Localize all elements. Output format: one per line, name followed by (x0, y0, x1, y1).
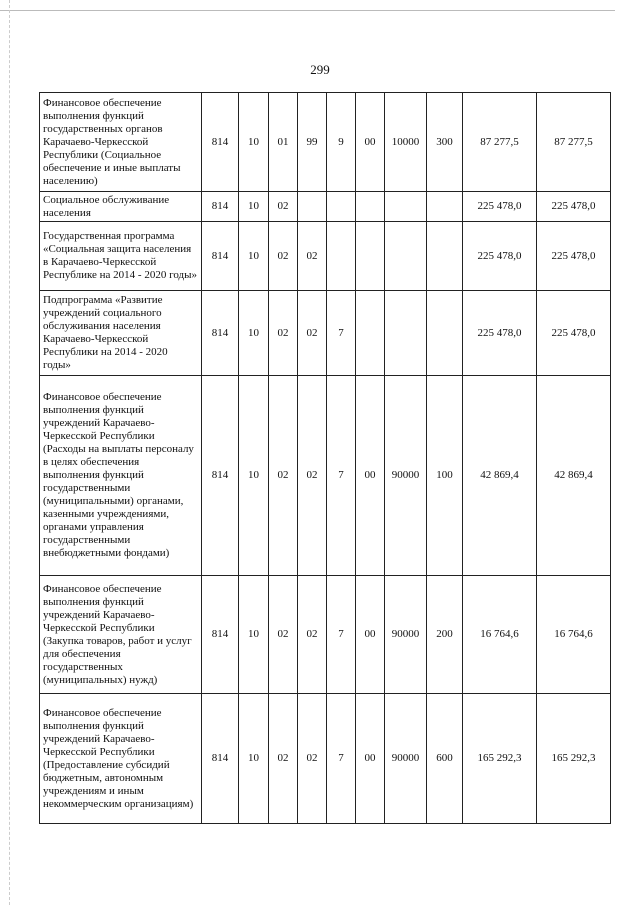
code-subsection: 02 (269, 376, 298, 576)
amount-1: 225 478,0 (463, 192, 537, 222)
code-subprogram (327, 222, 356, 291)
code-event: 00 (356, 93, 385, 192)
code-section: 10 (239, 376, 269, 576)
budget-table (39, 92, 611, 824)
table-row (40, 93, 611, 192)
amount-2: 165 292,3 (537, 694, 611, 824)
code-subsection: 01 (269, 93, 298, 192)
code-expense-type (427, 291, 463, 376)
row-name: Финансовое обеспечение выполнения функций государственных органов Карачаево-Черкесской Республики (Социальное обеспечение и иные выплаты населению) (40, 93, 202, 192)
code-direction (385, 222, 427, 291)
code-program: 02 (298, 376, 327, 576)
amount-1: 16 764,6 (463, 576, 537, 694)
code-subsection: 02 (269, 576, 298, 694)
amount-1: 42 869,4 (463, 376, 537, 576)
row-name: Подпрограмма «Развитие учреждений социального обслуживания населения Карачаево-Черкесской Республики на 2014 - 2020 годы» (40, 291, 202, 376)
code-ministry: 814 (202, 376, 239, 576)
code-expense-type (427, 192, 463, 222)
amount-2: 16 764,6 (537, 576, 611, 694)
table-row (40, 192, 611, 222)
code-expense-type: 600 (427, 694, 463, 824)
row-name: Социальное обслуживание населения (40, 192, 202, 222)
code-subsection: 02 (269, 694, 298, 824)
code-ministry: 814 (202, 222, 239, 291)
code-section: 10 (239, 576, 269, 694)
code-expense-type (427, 222, 463, 291)
row-name: Финансовое обеспечение выполнения функций учреждений Карачаево-Черкесской Республики (Предоставление субсидий бюджетным, автономным учреждениям и иным некоммерческим организациям) (40, 694, 202, 824)
code-subsection: 02 (269, 291, 298, 376)
code-ministry: 814 (202, 291, 239, 376)
code-section: 10 (239, 192, 269, 222)
row-name: Финансовое обеспечение выполнения функций учреждений Карачаево-Черкесской Республики (Закупка товаров, работ и услуг для обеспечения государственных (муниципальных) нужд) (40, 576, 202, 694)
amount-2: 87 277,5 (537, 93, 611, 192)
code-event: 00 (356, 576, 385, 694)
code-event: 00 (356, 694, 385, 824)
table-row (40, 694, 611, 824)
code-ministry: 814 (202, 576, 239, 694)
scan-edge-left (9, 0, 10, 905)
code-program (298, 192, 327, 222)
code-program: 02 (298, 694, 327, 824)
code-expense-type: 300 (427, 93, 463, 192)
code-subprogram: 9 (327, 93, 356, 192)
code-direction: 10000 (385, 93, 427, 192)
table-row (40, 576, 611, 694)
table-row (40, 222, 611, 291)
row-name: Государственная программа «Социальная защита населения в Карачаево-Черкесской Республике на 2014 - 2020 годы» (40, 222, 202, 291)
code-section: 10 (239, 291, 269, 376)
code-ministry: 814 (202, 192, 239, 222)
code-section: 10 (239, 694, 269, 824)
code-ministry: 814 (202, 694, 239, 824)
amount-2: 225 478,0 (537, 192, 611, 222)
code-expense-type: 100 (427, 376, 463, 576)
code-subsection: 02 (269, 222, 298, 291)
table-row (40, 376, 611, 576)
code-program: 02 (298, 291, 327, 376)
page-number: 299 (310, 62, 330, 77)
code-program: 99 (298, 93, 327, 192)
code-subprogram (327, 192, 356, 222)
code-subprogram: 7 (327, 694, 356, 824)
code-event (356, 192, 385, 222)
code-expense-type: 200 (427, 576, 463, 694)
amount-2: 225 478,0 (537, 222, 611, 291)
table-row (40, 291, 611, 376)
code-subsection: 02 (269, 192, 298, 222)
amount-2: 225 478,0 (537, 291, 611, 376)
code-section: 10 (239, 222, 269, 291)
code-ministry: 814 (202, 93, 239, 192)
code-subprogram: 7 (327, 576, 356, 694)
code-direction (385, 291, 427, 376)
code-direction: 90000 (385, 376, 427, 576)
amount-1: 225 478,0 (463, 291, 537, 376)
code-subprogram: 7 (327, 376, 356, 576)
code-program: 02 (298, 222, 327, 291)
code-subprogram: 7 (327, 291, 356, 376)
code-direction: 90000 (385, 576, 427, 694)
code-event (356, 222, 385, 291)
amount-2: 42 869,4 (537, 376, 611, 576)
code-section: 10 (239, 93, 269, 192)
code-direction: 90000 (385, 694, 427, 824)
row-name: Финансовое обеспечение выполнения функций учреждений Карачаево-Черкесской Республики (Расходы на выплаты персоналу в целях обеспечения выполнения функций государственными (муниципальными) органами, казенными учреждениями, органами управления государственными внебюджетными фондами) (40, 376, 202, 576)
amount-1: 87 277,5 (463, 93, 537, 192)
code-direction (385, 192, 427, 222)
scan-edge-top (0, 10, 615, 11)
code-event (356, 291, 385, 376)
amount-1: 165 292,3 (463, 694, 537, 824)
code-program: 02 (298, 576, 327, 694)
amount-1: 225 478,0 (463, 222, 537, 291)
code-event: 00 (356, 376, 385, 576)
